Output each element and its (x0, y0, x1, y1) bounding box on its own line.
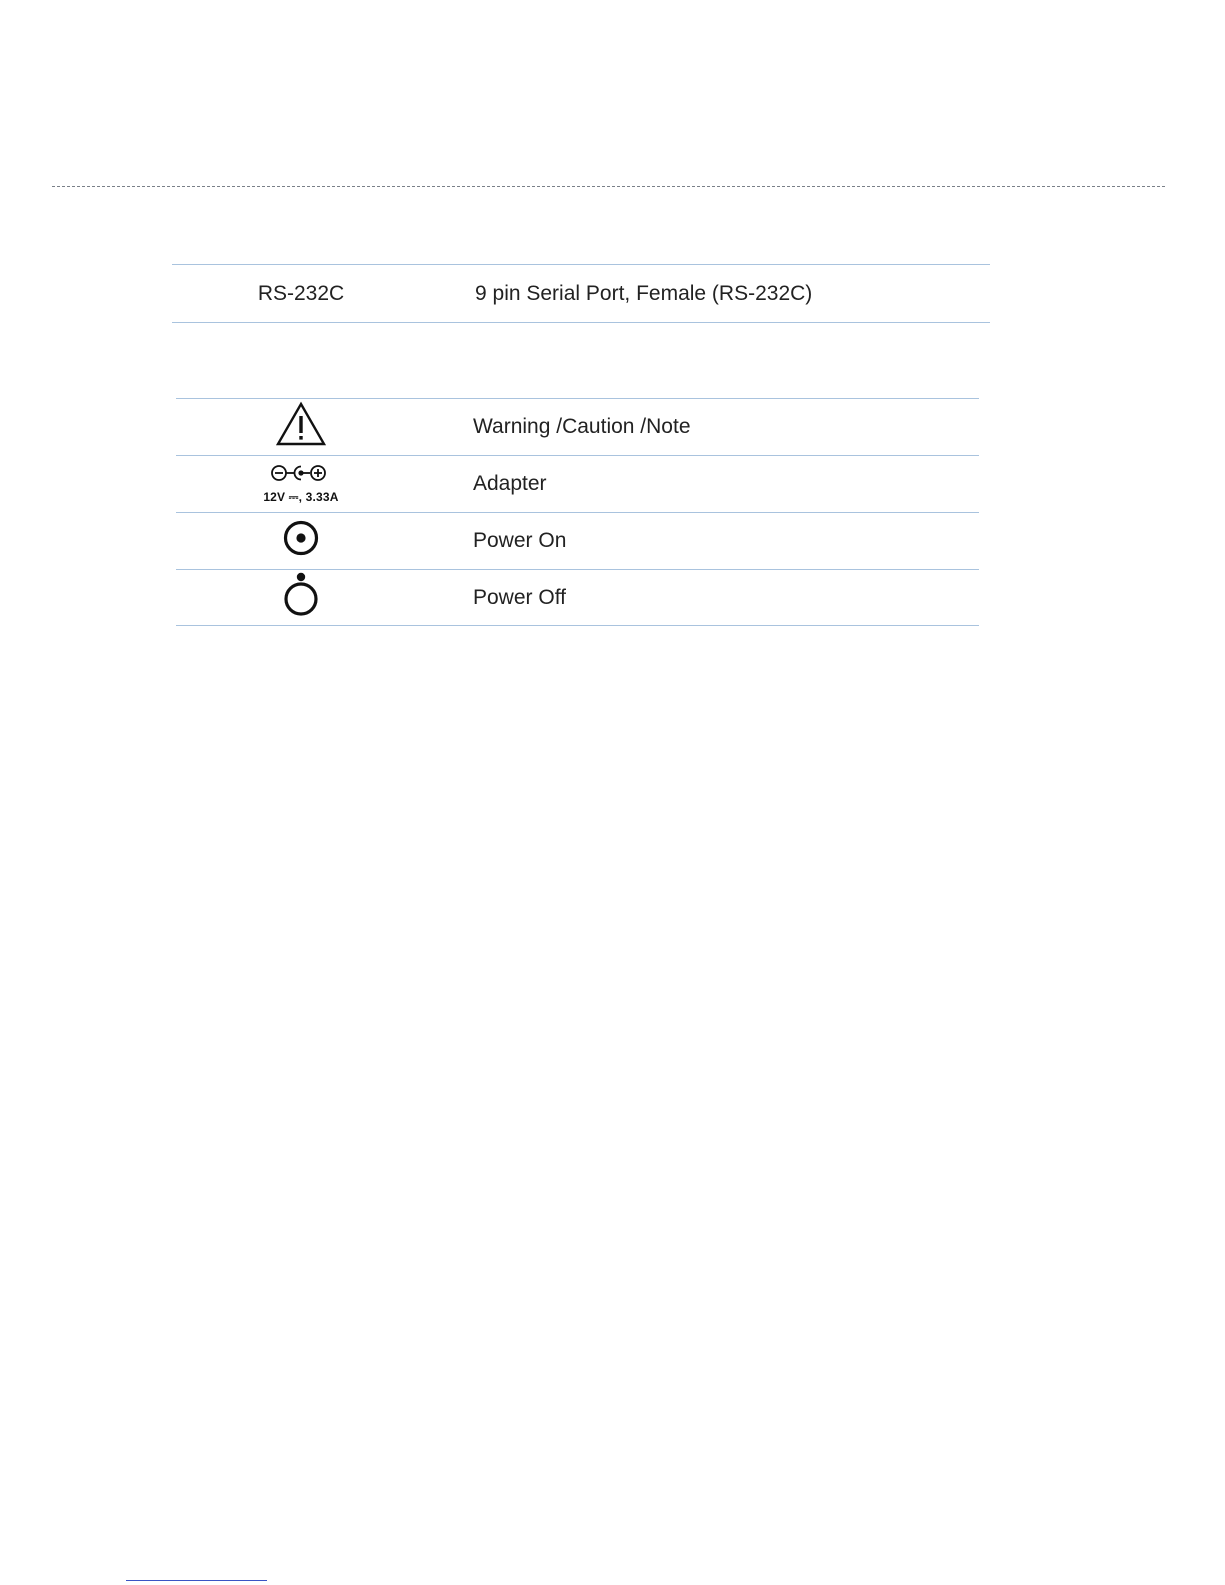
power-off-icon (281, 572, 321, 624)
power-on-icon (281, 518, 321, 564)
table-row (176, 398, 979, 455)
symbol-label: Power On (473, 529, 567, 552)
dc-adapter-polarity-icon (270, 463, 332, 489)
table-row (176, 455, 979, 512)
symbol-table (176, 398, 979, 626)
table-row (172, 264, 990, 323)
section-divider (52, 186, 1165, 187)
table-row (176, 512, 979, 569)
port-name: RS-232C (257, 281, 345, 305)
symbol-label: Power Off (473, 585, 566, 609)
port-table (172, 264, 990, 323)
table-row (176, 569, 979, 626)
port-description: 9 pin Serial Port, Female (RS-232C) (475, 281, 813, 305)
warning-triangle-icon (275, 401, 327, 453)
symbol-label: Warning /Caution /Note (473, 415, 691, 438)
adapter-rating: 12V ⎓, 3.33A (263, 490, 339, 504)
symbol-label: Adapter (473, 472, 547, 495)
footer-link-underline (126, 1580, 267, 1581)
